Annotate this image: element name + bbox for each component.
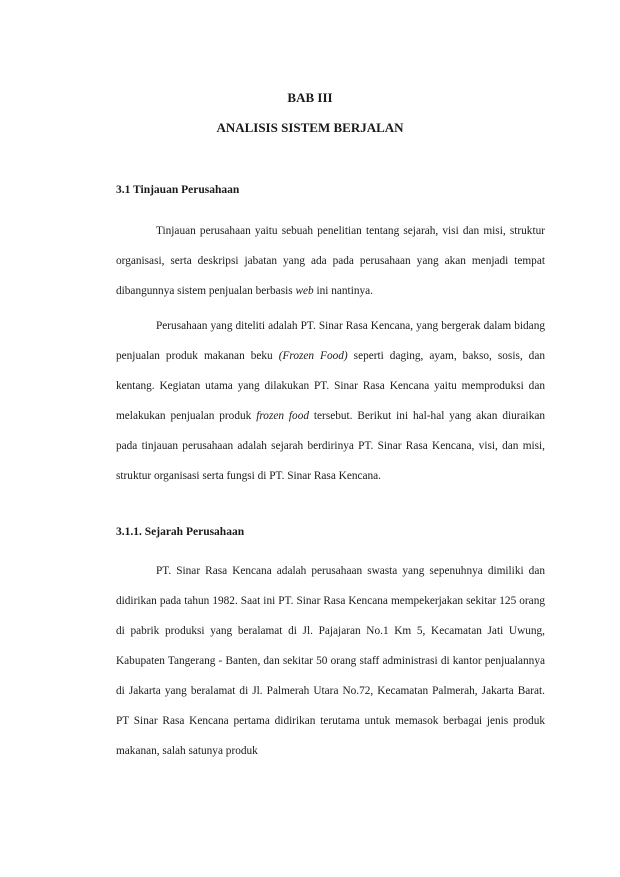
paragraph-sejarah: PT. Sinar Rasa Kencana adalah perusahaan swasta yang sepenuhnya dimiliki dan didirikan pada tahun 1982. Saat ini PT. Sinar Rasa Kencana mempekerjakan sekitar 125 orang di pabrik produksi yang beralamat di Jl. Pajajaran No.1 Km 5, Kecamatan Jati Uwung, Kabupaten Tangerang - Banten, dan sekitar 50 orang staff administrasi di kantor penjualannya di Jakarta yang beralamat di Jl. Palmerah Utara No.72, Kecamatan Palmerah, Jakarta Barat. PT Sinar Rasa Kencana pertama didirikan terutama untuk memasok berbagai jenis produk makanan, salah satunya produk [116, 565, 545, 757]
section-heading-3-1-1: 3.1.1. Sejarah Perusahaan [116, 526, 245, 538]
italic-term: frozen food [256, 410, 309, 422]
chapter-title: ANALISIS SISTEM BERJALAN [216, 120, 404, 135]
chapter-number: BAB III [287, 90, 333, 105]
paragraph-text: tersebut. Berikut ini hal-hal yang akan diuraikan pada tinjauan perusahaan adalah sejarah berdirinya PT. Sinar Rasa Kencana, visi, dan misi, struktur organisasi serta fungsi di PT. Sinar Rasa Kencana. [116, 410, 546, 482]
italic-term: (Frozen Food) [278, 350, 348, 362]
italic-term: web [295, 285, 314, 297]
paragraph-text: seperti daging, ayam, bakso, sosis, dan kentang. Kegiatan utama yang dilakukan PT. Sinar Rasa Kencana yaitu memproduksi dan melakukan penjualan produk [116, 350, 545, 422]
paragraph-text: Perusahaan yang diteliti adalah PT. Sinar Rasa Kencana, yang bergerak dalam bidang penjualan produk makanan beku [116, 320, 545, 362]
paragraph-text: Tinjauan perusahaan yaitu sebuah penelitian tentang sejarah, visi dan misi, struktur organisasi, serta deskripsi jabatan yang ada pada perusahaan yang akan menjadi tempat dibangunnya sistem penjualan berbasis [116, 225, 545, 297]
paragraph-text: ini nantinya. [313, 285, 373, 297]
paragraph-tinjauan [116, 216, 545, 306]
section-heading-3-1: 3.1 Tinjauan Perusahaan [116, 184, 240, 196]
paragraph-perusahaan [116, 311, 545, 491]
